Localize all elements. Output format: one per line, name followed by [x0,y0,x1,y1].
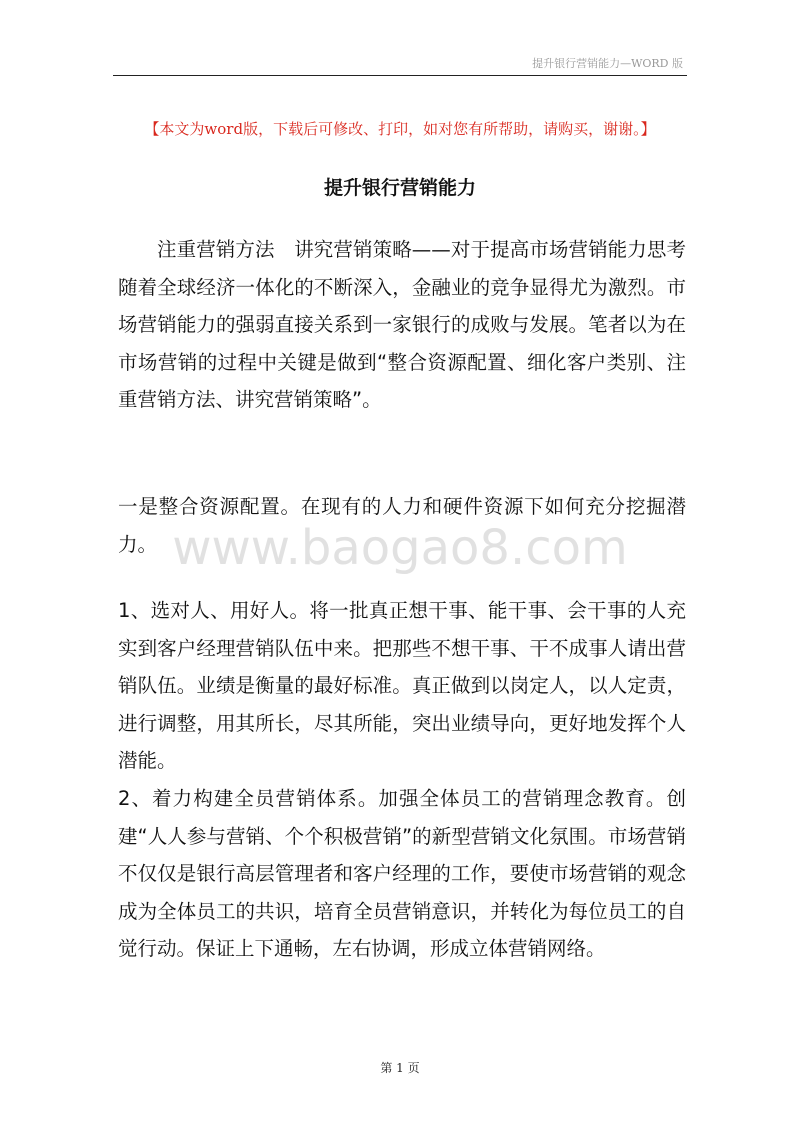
paragraph-intro: 注重营销方法 讲究营销策略——对于提高市场营销能力思考随着全球经济一体化的不断深入，金融业的竞争显得尤为激烈。市场营销能力的强弱直接关系到一家银行的成败与发展。笔者以为在市场营销的过程中关键是做到“整合资源配置、细化客户类别、注重营销方法、讲究营销策略”。 [118,238,686,411]
download-notice: 【本文为word版，下载后可修改、打印，如对您有所帮助，请购买，谢谢。】 [144,120,656,138]
paragraph-section-one: 一是整合资源配置。在现有的人力和硬件资源下如何充分挖掘潜力。 [118,495,686,556]
watermark: www.baogao8.com [172,520,628,576]
header-divider [113,75,687,76]
document-title: 提升银行营销能力 [323,177,476,199]
running-header: 提升银行营销能力—WORD 版 [532,57,683,70]
page-number: 第 1 页 [380,1061,420,1075]
paragraph-item-2: 2、着力构建全员营销体系。加强全体员工的营销理念教育。创建“人人参与营销、个个积极营销”的新型营销文化氛围。市场营销不仅仅是银行高层管理者和客户经理的工作，要使市场营销的观念成为全体员工的共识，培育全员营销意识，并转化为每位员工的自觉行动。保证上下通畅，左右协调，形成立体营销网络。 [118,787,686,960]
paragraph-item-1: 1、选对人、用好人。将一批真正想干事、能干事、会干事的人充实到客户经理营销队伍中来。把那些不想干事、干不成事人请出营销队伍。业绩是衡量的最好标准。真正做到以岗定人，以人定责，进行调整，用其所长，尽其所能，突出业绩导向，更好地发挥个人潜能。 [118,599,686,772]
